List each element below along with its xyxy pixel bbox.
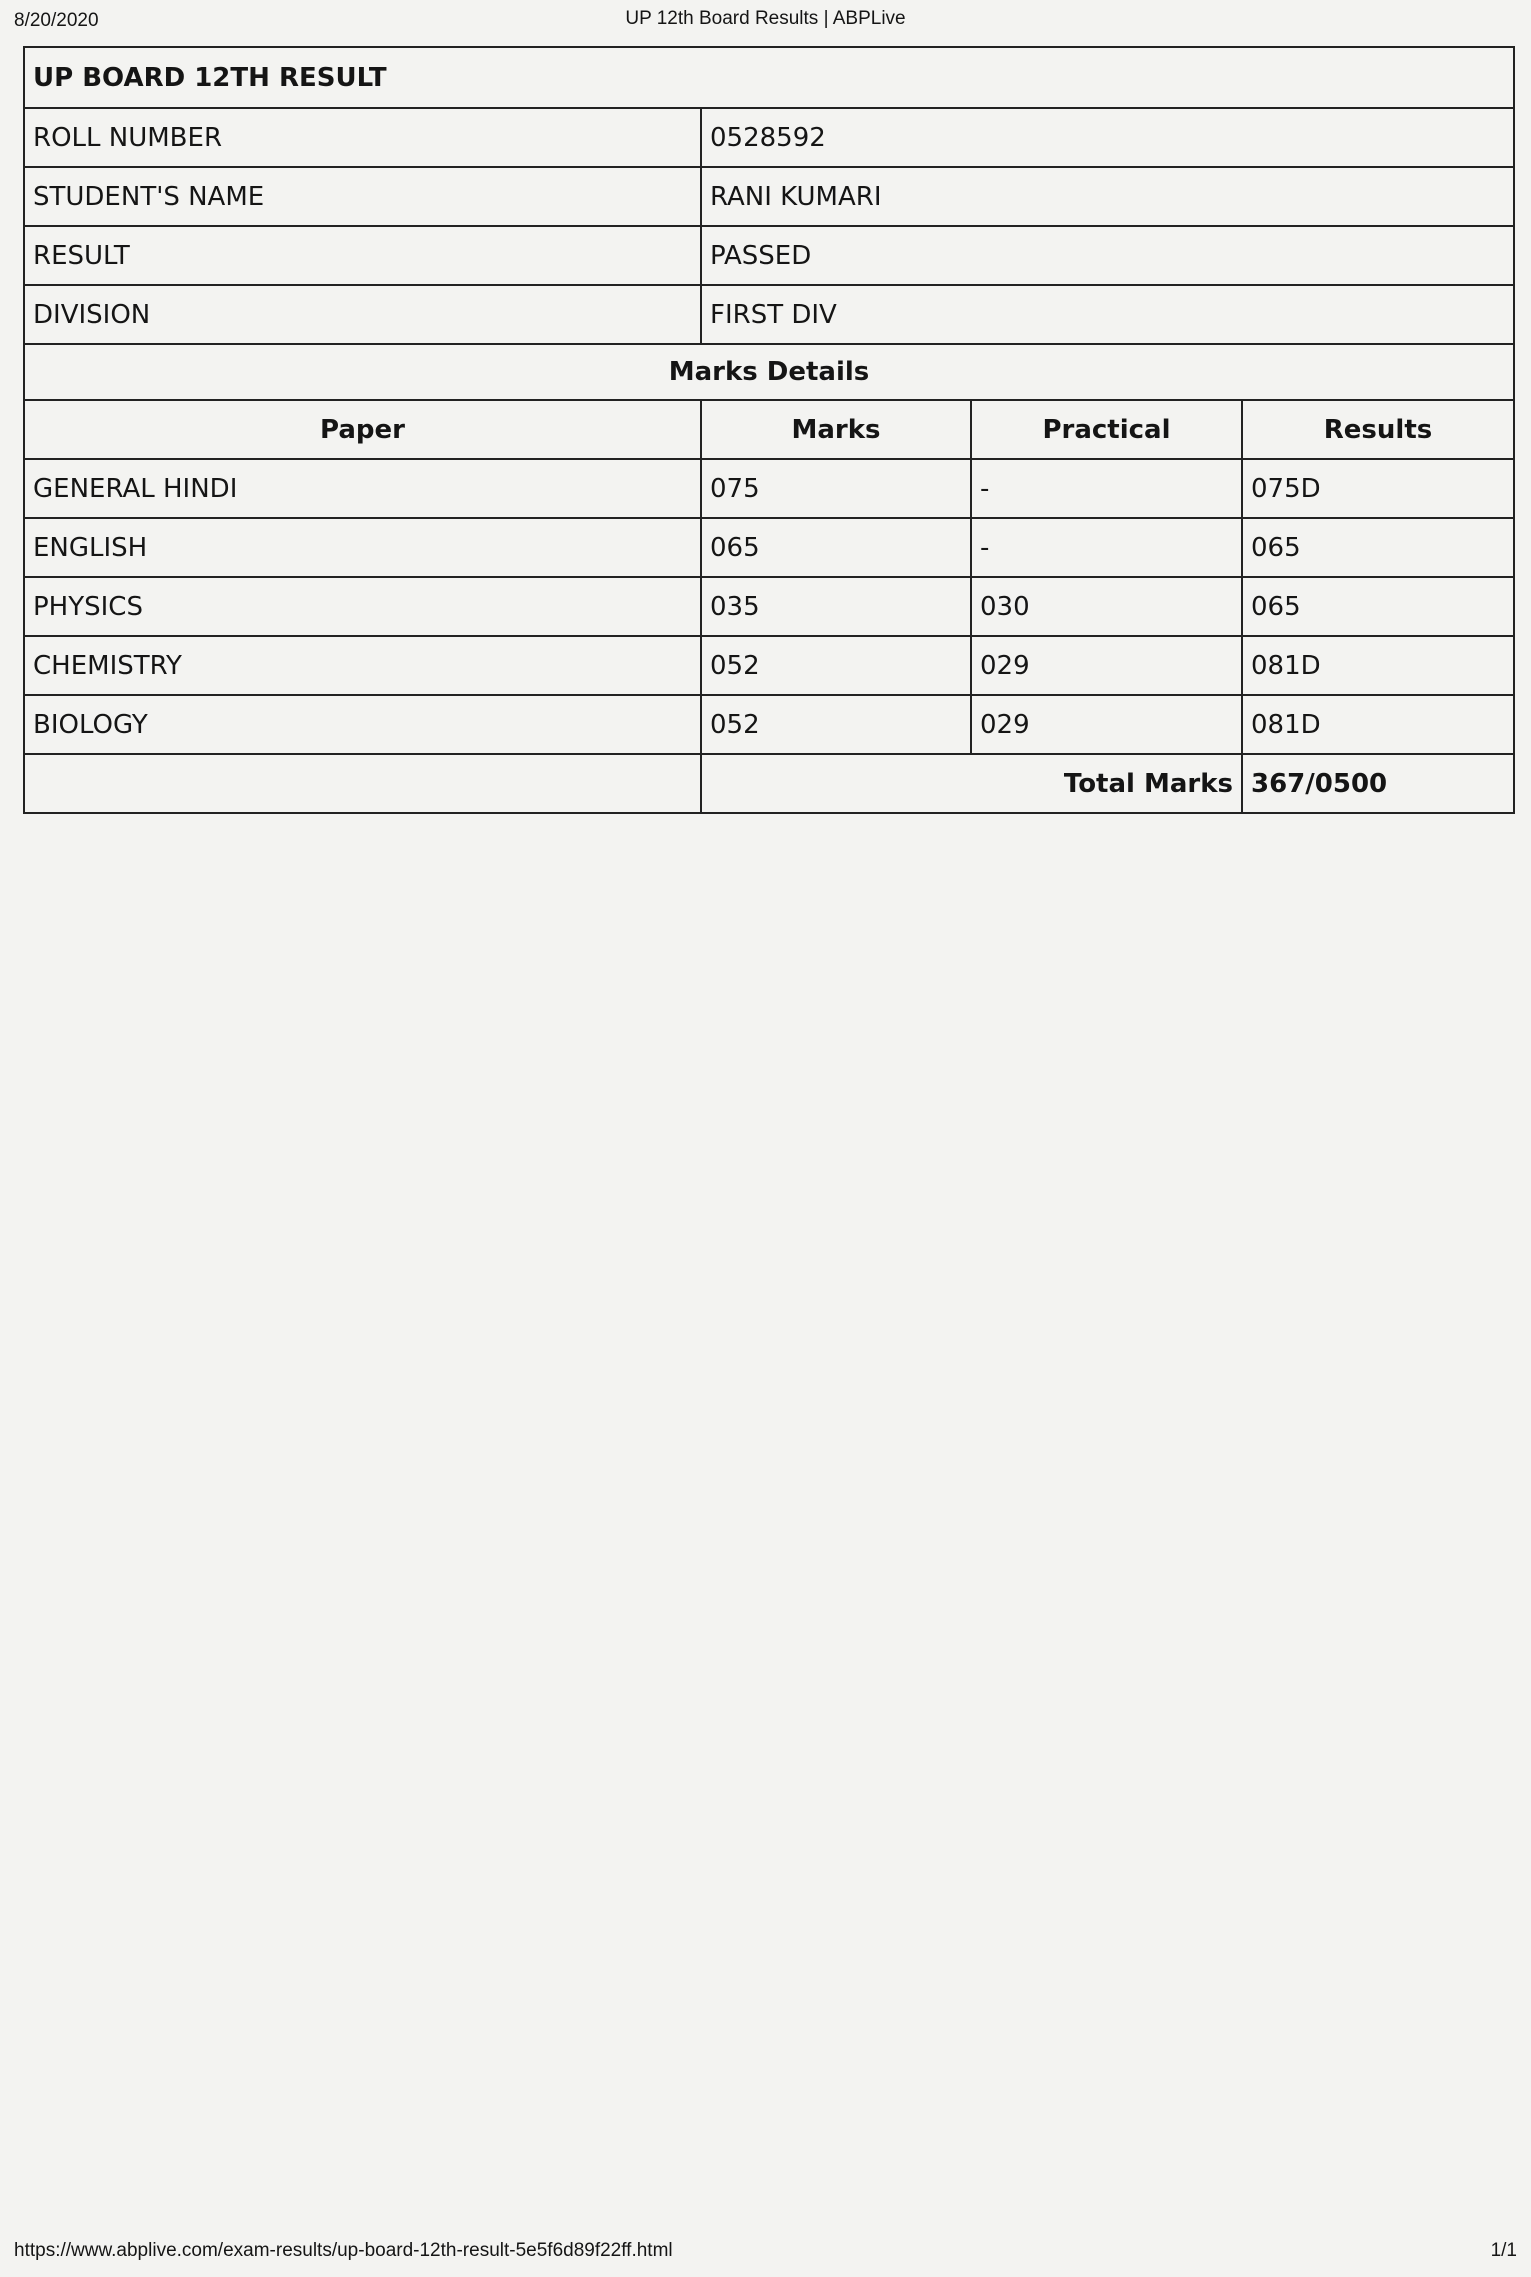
subject-row xyxy=(24,459,1514,518)
marks-details-row xyxy=(24,344,1514,400)
column-header-marks: Marks xyxy=(701,400,971,459)
subject-result: 065 xyxy=(1242,518,1514,577)
subject-marks: 035 xyxy=(701,577,971,636)
subject-practical: - xyxy=(971,518,1242,577)
subject-row xyxy=(24,636,1514,695)
subject-row xyxy=(24,577,1514,636)
total-marks-value: 367/0500 xyxy=(1242,754,1514,813)
total-marks-label: Total Marks xyxy=(701,754,1242,813)
print-footer-url: https://www.abplive.com/exam-results/up-board-12th-result-5e5f6d89f22ff.html xyxy=(14,2240,673,2261)
subject-paper: ENGLISH xyxy=(24,518,701,577)
info-row-division xyxy=(24,285,1514,344)
subject-marks: 075 xyxy=(701,459,971,518)
subject-paper: BIOLOGY xyxy=(24,695,701,754)
info-row-student-name xyxy=(24,167,1514,226)
print-page-title: UP 12th Board Results | ABPLive xyxy=(625,8,906,29)
result-heading: UP BOARD 12TH RESULT xyxy=(24,47,1514,108)
info-label: DIVISION xyxy=(24,285,701,344)
subject-paper: CHEMISTRY xyxy=(24,636,701,695)
subject-practical: 029 xyxy=(971,695,1242,754)
subject-result: 081D xyxy=(1242,636,1514,695)
subject-practical: 030 xyxy=(971,577,1242,636)
info-value: PASSED xyxy=(701,226,1514,285)
subject-result: 075D xyxy=(1242,459,1514,518)
subject-marks: 052 xyxy=(701,636,971,695)
info-label: RESULT xyxy=(24,226,701,285)
subject-practical: - xyxy=(971,459,1242,518)
subject-result: 065 xyxy=(1242,577,1514,636)
print-page-number: 1/1 xyxy=(1490,2240,1517,2261)
subject-row xyxy=(24,518,1514,577)
total-row xyxy=(24,754,1514,813)
info-label: STUDENT'S NAME xyxy=(24,167,701,226)
info-value: FIRST DIV xyxy=(701,285,1514,344)
subject-paper: PHYSICS xyxy=(24,577,701,636)
subject-row xyxy=(24,695,1514,754)
info-value: RANI KUMARI xyxy=(701,167,1514,226)
column-header-paper: Paper xyxy=(24,400,701,459)
subject-paper: GENERAL HINDI xyxy=(24,459,701,518)
marks-details-heading: Marks Details xyxy=(24,344,1514,400)
subject-practical: 029 xyxy=(971,636,1242,695)
subject-marks: 065 xyxy=(701,518,971,577)
subject-result: 081D xyxy=(1242,695,1514,754)
total-empty-cell xyxy=(24,754,701,813)
result-table xyxy=(23,46,1515,814)
result-title-row xyxy=(24,47,1514,108)
column-header-results: Results xyxy=(1242,400,1514,459)
info-row-roll-number xyxy=(24,108,1514,167)
marks-header-row xyxy=(24,400,1514,459)
info-label: ROLL NUMBER xyxy=(24,108,701,167)
info-row-result xyxy=(24,226,1514,285)
subject-marks: 052 xyxy=(701,695,971,754)
info-value: 0528592 xyxy=(701,108,1514,167)
column-header-practical: Practical xyxy=(971,400,1242,459)
print-date: 8/20/2020 xyxy=(14,10,99,31)
